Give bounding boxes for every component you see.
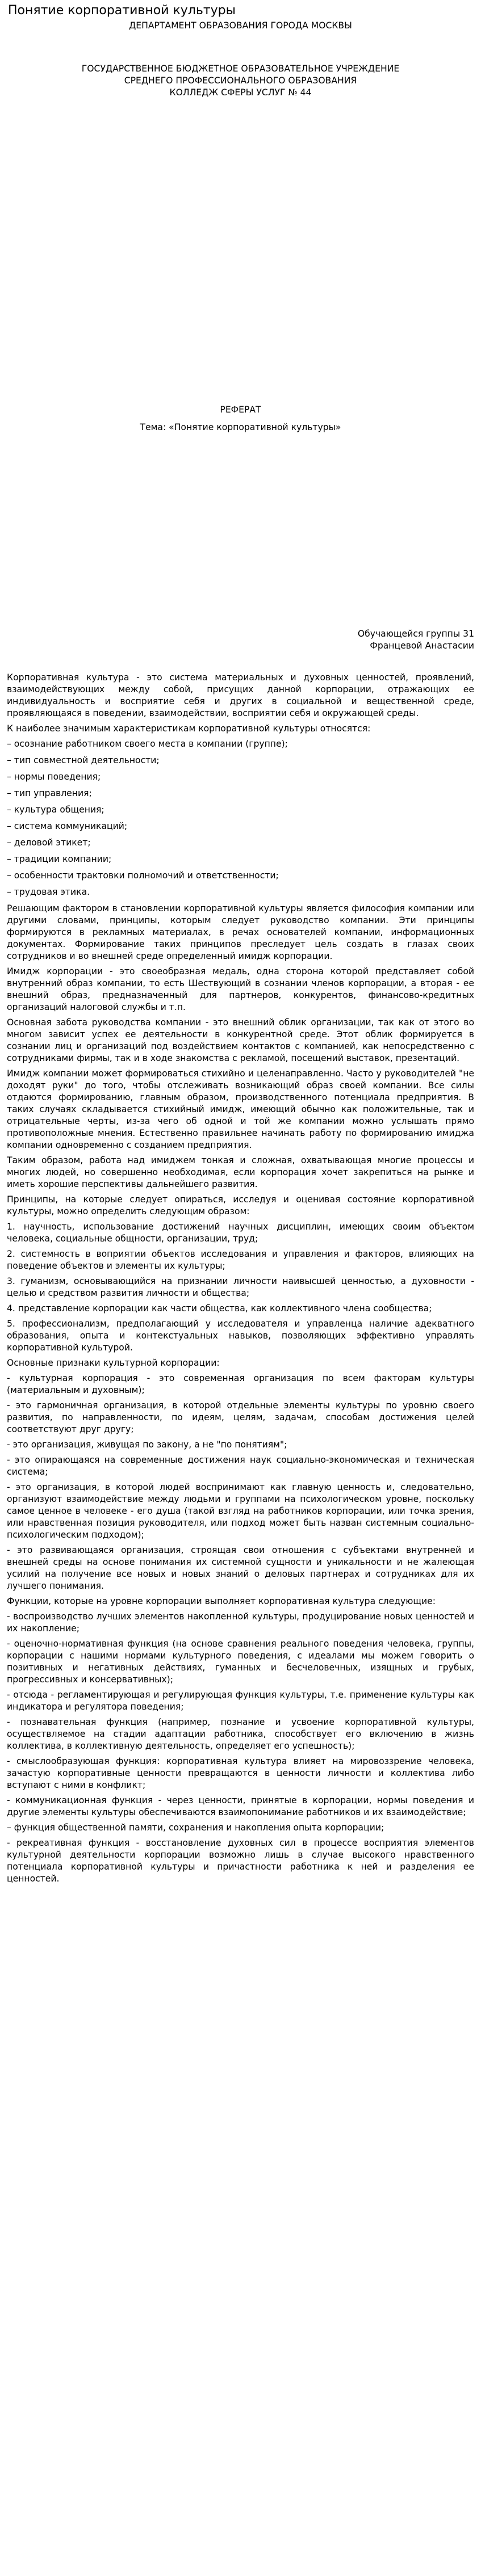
list-item: – трудовая этика. — [7, 887, 90, 897]
document-page — [0, 3, 481, 1885]
characteristics-list — [7, 738, 474, 898]
list-item: - рекреативная функция - восстановление духовных сил в процессе восприятия элементов культурной деятельности корпорации возможно лишь в случае высокого нравственного потенциала корпоративной культуры и причастности работника к ней и разделения ее ценностей. — [7, 1838, 474, 1884]
intro-paragraph: Корпоративная культура - это система материальных и духовных ценностей, проявлений, взаимодействующих между собой, присущих данной корпорации, отражающих ее индивидуальность и восприятие себя и других в социальной и вещественной среде, проявляющаяся в поведении, взаимодействии, восприятии себя и окружающей среды. — [7, 672, 474, 718]
author-group: Обучающейся группы 31 — [357, 629, 474, 639]
list-item: 3. гуманизм, основывающийся на признании личности наивысшей ценностью, а духовности - целью и средством развития личности и общества; — [7, 1276, 474, 1298]
list-item: - познавательная функция (например, познание и усвоение корпоративной культуры, осуществляемое на стадии адаптации работника, способствует его включению в жизнь коллектива, в коллективную деятельность, определяет его успешность); — [7, 1717, 474, 1751]
list-item: 4. представление корпорации как части общества, как коллективного члена сообщества; — [7, 1303, 432, 1314]
department-name: ДЕПАРТАМЕНТ ОБРАЗОВАНИЯ ГОРОДА МОСКВЫ — [129, 20, 352, 31]
author-signature — [7, 628, 474, 652]
report-body — [7, 672, 474, 1885]
list-item: – осознание работником своего места в компании (группе); — [7, 739, 288, 749]
formed-paragraph: Имидж компании может формироваться стихийно и целенаправленно. Часто у руководителей "не доходят руки" до того, чтобы отслеживать возникающий образ своей компании. Все силы отдаются формированию, главным образом, производственного потенциала предприятия. В таких случаях складывается стихийный имидж, имеющий обычно как положительные, так и отрицательные черты, из-за чего об одной и той же компании можно услышать прямо противоположные мнения. Естественно правильнее начинать работу по формированию имиджа компании одновременно с созданием предприятия. — [7, 1068, 474, 1150]
institution-line: КОЛЛЕДЖ СФЕРЫ УСЛУГ № 44 — [169, 87, 312, 98]
thus-paragraph: Таким образом, работа над имиджем тонкая и сложная, охватывающая многие процессы и многих людей, но совершенно необходимая, если корпорация хочет закрепиться на рынке и иметь хорошие перспективы дальнейшего развития. — [7, 1155, 474, 1189]
list-item: – деловой этикет; — [7, 837, 91, 848]
list-item: - оценочно-нормативная функция (на основе сравнения реального поведения человека, группы, корпорации с нашими нормами культурного поведения, с идеалами мы можем говорить о позитивных и негативных действиях, гуманных и бесчеловечных, изящных и грубых, прогрессивных и консервативных); — [7, 1639, 474, 1685]
list-item: - это гармоничная организация, в которой отдельные элементы культуры по уровню своего развития, по направленности, по идеям, целям, задачам, способам достижения целей соответствуют друг другу; — [7, 1400, 474, 1434]
list-item: – культура общения; — [7, 805, 104, 815]
institution-line: СРЕДНЕГО ПРОФЕССИОНАЛЬНОГО ОБРАЗОВАНИЯ — [124, 75, 357, 86]
signs-list — [7, 1373, 474, 1592]
functions-list — [7, 1611, 474, 1885]
image-paragraph: Имидж корпорации - это своеобразная медаль, одна сторона которой представляет собой внутренний образ компании, то есть Шествующий в сознании членов корпорации, а вторая - ее внешний образ, предназначенный для партнеров, конкурентов, финансово-кредитных организаций налоговой службы и т.п. — [7, 966, 474, 1012]
philosophy-paragraph: Решающим фактором в становлении корпоративной культуры является философия компании или другими словами, принципы, которым следует руководство компании. Эти принципы формируются в рекламных материалах, в речах основателей компании, информационных документах. Формирование таких принципов преследует цель создать в глазах своих сотрудников и во внешней среде определенный имидж корпорации. — [7, 903, 474, 961]
report-topic: Тема: «Понятие корпоративной культуры» — [140, 422, 341, 432]
list-item: – тип совместной деятельности; — [7, 755, 160, 765]
list-item: - культурная корпорация - это современная организация по всем факторам культуры (материальным и духовным); — [7, 1373, 474, 1395]
list-item: – функция общественной памяти, сохранения и накопления опыта корпорации; — [7, 1822, 384, 1833]
list-item: 5. профессионализм, предполагающий у исследователя и управленца наличие адекватного образования, опыта и контекстуальных навыков, позволяющих эффективно управлять корпоративной культурой. — [7, 1319, 474, 1353]
list-item: – нормы поведения; — [7, 772, 101, 782]
list-item: - отсюда - регламентирующая и регулирующая функция культуры, т.е. применение культуры как индикатора и регулятора поведения; — [7, 1690, 474, 1712]
list-item: – традиции компании; — [7, 854, 112, 864]
list-item: - это развивающаяся организация, строящая свои отношения с субъектами внутренней и внешней среды на основе понимания их системной сущности и уникальности и не жалеющая усилий на получение все новых и новых знаний о деловых партнерах и сотрудниках для их лучшего понимания. — [7, 1545, 474, 1591]
institution-name — [7, 63, 474, 99]
report-kind: РЕФЕРАТ — [220, 405, 261, 415]
list-item: - это опирающаяся на современные достижения наук социально-экономическая и техническая система; — [7, 1455, 474, 1477]
title-block — [7, 404, 474, 433]
list-item: – тип управления; — [7, 788, 92, 798]
list-item: - это организация, живущая по закону, а не "по понятиям"; — [7, 1439, 287, 1450]
signs-lead: Основные признаки культурной корпорации: — [7, 1358, 220, 1368]
author-name: Францевой Анастасии — [370, 641, 474, 651]
list-item: - коммуникационная функция - через ценности, принятые в корпорации, нормы поведения и другие элементы культуры обеспечиваются взаимопонимание работников и их взаимодействие; — [7, 1795, 474, 1817]
principles-list — [7, 1221, 474, 1354]
list-item: - смыслообразующая функция: корпоративная культура влияет на мировоззрение человека, зачастую корпоративные ценности превращаются в ценности личности и коллектива либо вступают с ними в конфликт; — [7, 1756, 474, 1790]
concern-paragraph: Основная забота руководства компании - это внешний облик организации, так как от этого во многом зависит успех ее деятельности в конкурентной среде. Этот облик формируется в сознании лиц и организаций под воздействием контактов с компанией, как непосредственно с сотрудниками фирмы, так и в ходе знакомства с рекламой, посещений выставок, презентаций. — [7, 1017, 474, 1063]
principles-lead: Принципы, на которые следует опираться, исследуя и оценивая состояние корпоративной культуры, можно определить следующим образом: — [7, 1194, 474, 1217]
list-item: - воспроизводство лучших элементов накопленной культуры, продуцирование новых ценностей и их накопление; — [7, 1611, 474, 1634]
list-item: - это организация, в которой людей воспринимают как главную ценность и, следовательно, организуют взаимодействие между людьми и группами на психологическом уровне, поскольку самое ценное в человеке - его душа (такой взгляд на работников корпорации, или точка зрения, или нравственная позиция руководителя, или подход может быть назван системным социально-психологическим подходом); — [7, 1482, 474, 1540]
characteristics-lead: К наиболее значимым характеристикам корпоративной культуры относятся: — [7, 723, 371, 734]
functions-lead: Функции, которые на уровне корпорации выполняет корпоративная культура следующие: — [7, 1596, 436, 1606]
document-title: Понятие корпоративной культуры — [8, 3, 236, 18]
list-item: – система коммуникаций; — [7, 821, 128, 831]
list-item: 2. системность в воприятии объектов исследования и управления и факторов, влияющих на поведение объектов и элементы их культуры; — [7, 1249, 474, 1271]
list-item: 1. научность, использование достижений научных дисциплин, имеющих своим объектом человека, социальные общности, организации, труд; — [7, 1222, 474, 1244]
list-item: – особенности трактовки полномочий и ответственности; — [7, 870, 279, 881]
institution-line: ГОСУДАРСТВЕННОЕ БЮДЖЕТНОЕ ОБРАЗОВАТЕЛЬНОЕ УЧРЕЖДЕНИЕ — [81, 64, 400, 74]
